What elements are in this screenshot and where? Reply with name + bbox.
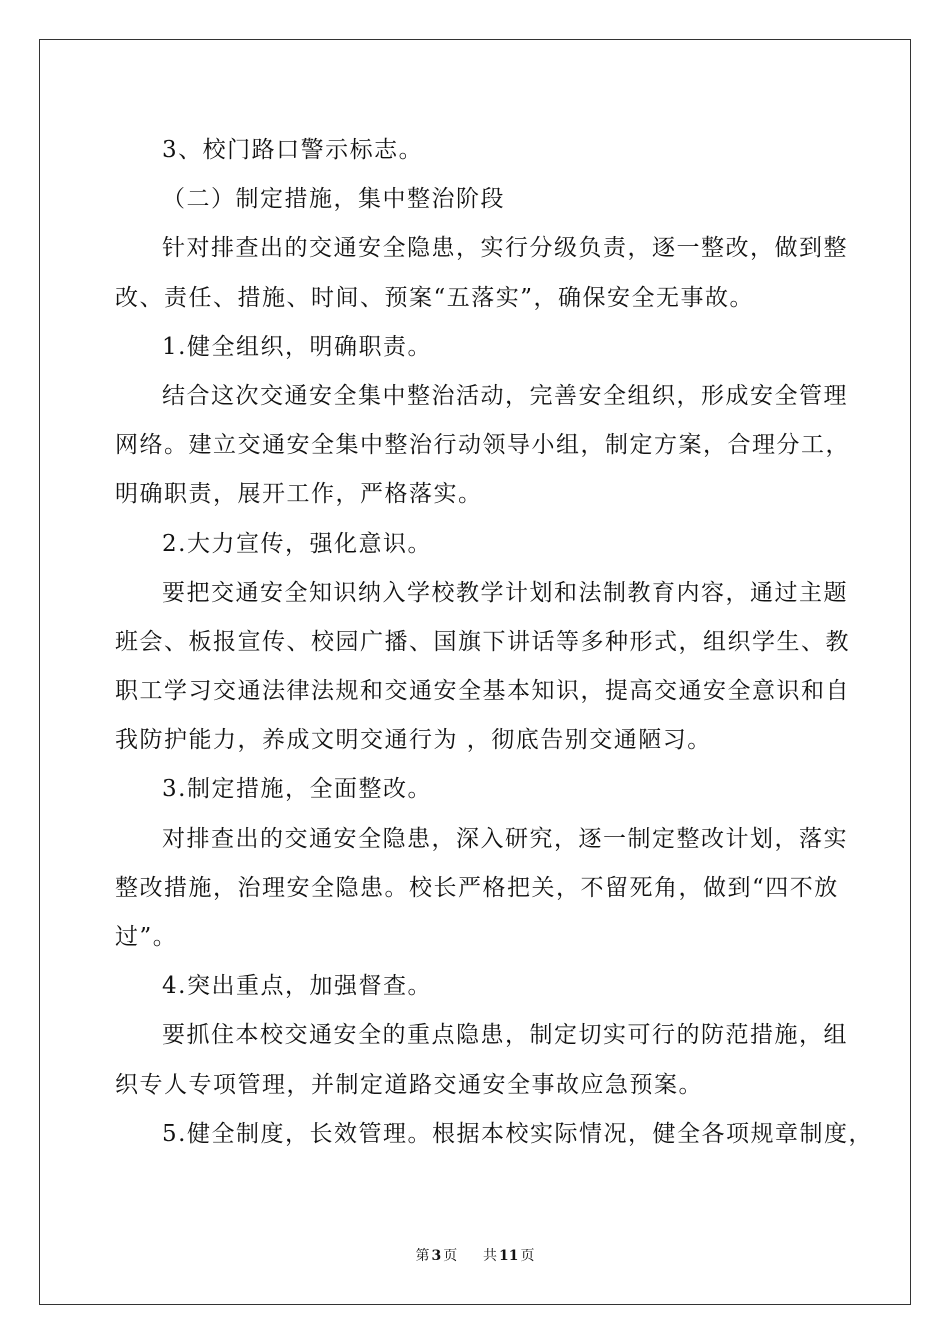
- total-pages: 11: [499, 1248, 519, 1264]
- subheading: 2.大力宣传，强化意识。: [162, 530, 432, 557]
- text-line: 明确职责，展开工作，严格落实。: [115, 481, 483, 508]
- text-line: 要抓住本校交通安全的重点隐患，制定切实可行的防范措施，组: [162, 1022, 848, 1049]
- text-line: 结合这次交通安全集中整治活动，完善安全组织，形成安全管理: [162, 382, 848, 409]
- text-line: 我防护能力，养成文明交通行为 ，彻底告别交通陋习。: [115, 727, 712, 754]
- text-line: 职工学习交通法律法规和交通安全基本知识，提高交通安全意识和自: [115, 678, 850, 705]
- page-suffix: 页: [443, 1248, 458, 1264]
- text-line: 要把交通安全知识纳入学校教学计划和法制教育内容，通过主题: [162, 579, 848, 606]
- page-prefix: 第: [415, 1248, 430, 1264]
- subheading: 3.制定措施，全面整改。: [162, 776, 432, 803]
- subheading: 4.突出重点，加强督查。: [162, 973, 432, 1000]
- document-body: [115, 126, 873, 1159]
- page-footer: [0, 1245, 950, 1265]
- text-line: 对排查出的交通安全隐患，深入研究，逐一制定整改计划，落实: [162, 825, 848, 852]
- text-line: 针对排查出的交通安全隐患，实行分级负责，逐一整改，做到整: [162, 235, 848, 262]
- subheading: 1.健全组织，明确职责。: [162, 333, 432, 360]
- total-prefix: 共: [483, 1248, 498, 1264]
- page-number-label: [413, 1248, 459, 1264]
- text-line: 网络。建立交通安全集中整治行动领导小组，制定方案，合理分工，: [115, 432, 850, 459]
- total-suffix: 页: [520, 1248, 535, 1264]
- text-line: 过”。: [115, 924, 178, 950]
- text-line: 班会、板报宣传、校园广播、国旗下讲话等多种形式，组织学生、教: [115, 628, 850, 655]
- text-line: 3、校门路口警示标志。: [162, 137, 424, 163]
- text-line: 改、责任、措施、时间、预案“五落实”，确保安全无事故。: [115, 284, 755, 311]
- text-line: 织专人专项管理，并制定道路交通安全事故应急预案。: [115, 1071, 703, 1098]
- total-pages-label: [481, 1248, 536, 1264]
- text-line: 整改措施，治理安全隐患。校长严格把关，不留死角，做到“四不放: [115, 874, 839, 901]
- page-number: 3: [431, 1248, 442, 1264]
- subheading: 5.健全制度，长效管理。根据本校实际情况，健全各项规章制度，: [162, 1120, 873, 1147]
- section-heading: （二）制定措施，集中整治阶段: [162, 186, 505, 213]
